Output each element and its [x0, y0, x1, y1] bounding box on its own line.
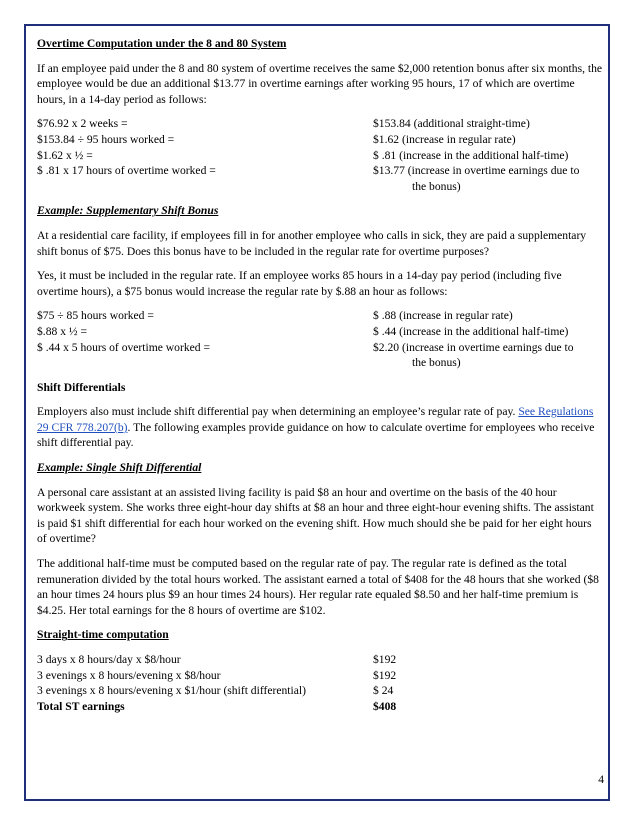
section-heading-straight-time: Straight-time computation [37, 628, 169, 642]
table-row [37, 668, 603, 684]
calc-row [37, 132, 603, 148]
straight-time-table [37, 652, 603, 714]
calc-right: $ .81 (increase in the additional half-time) [373, 148, 569, 162]
section-heading-supplementary-shift-bonus: Example: Supplementary Shift Bonus [37, 204, 219, 218]
calc-right: $153.84 (additional straight-time) [373, 117, 530, 131]
calc-left: $76.92 x 2 weeks = [37, 117, 128, 131]
calc-row [37, 324, 603, 340]
table-row [37, 652, 603, 668]
section-heading-shift-differentials: Shift Differentials [37, 380, 126, 394]
total-label: Total ST earnings [37, 699, 125, 713]
calc-left: $153.84 ÷ 95 hours worked = [37, 132, 175, 146]
row-label: 3 evenings x 8 hours/evening x $1/hour (shift differential) [37, 684, 306, 698]
calc-left: $.88 x ½ = [37, 324, 88, 338]
calc-right: $1.62 (increase in regular rate) [373, 132, 516, 146]
table-row [37, 683, 603, 699]
calculation-shift-bonus [37, 308, 603, 370]
section-heading-8-80: Overtime Computation under the 8 and 80 System [37, 37, 287, 50]
calc-right: $13.77 (increase in overtime earnings due to [373, 164, 580, 178]
paragraph-8-80: If an employee paid under the 8 and 80 system of overtime receives the same $2,000 retention bonus after six months, the employee would be due an additional $13.77 in overtime earnings after working 95 hours, 17 of which are overtime hours, in a 14-day period as follows: [37, 61, 603, 106]
section-heading-single-shift-differential: Example: Single Shift Differential [37, 461, 202, 475]
calc-left: $75 ÷ 85 hours worked = [37, 309, 154, 323]
row-value: $192 [373, 653, 397, 666]
calculation-8-80 [37, 116, 603, 194]
calc-right: $2.20 (increase in overtime earnings due to [373, 340, 574, 354]
paragraph-text: . The following examples provide guidance on how to calculate overtime for employees who receive shift differential pay. [37, 420, 595, 450]
paragraph-shift-differentials [37, 404, 603, 451]
calc-row [37, 163, 603, 179]
document-body [37, 36, 603, 714]
calc-row [37, 148, 603, 164]
paragraph-shift-bonus-question: At a residential care facility, if employees fill in for another employee who calls in sick, they are paid a supplementary shift bonus of $75. Does this bonus have to be included in the regular rate for overtime purposes? [37, 228, 587, 258]
calc-row [37, 340, 603, 356]
calc-continuation: the bonus) [412, 179, 461, 193]
page-number: 4 [598, 773, 604, 786]
calc-right: $ .44 (increase in the additional half-time) [373, 324, 569, 338]
calc-row [37, 308, 603, 324]
regulations-link[interactable]: See Regulations 29 CFR 778.207(b) [37, 405, 594, 434]
calc-continuation: the bonus) [412, 356, 461, 370]
calc-left: $1.62 x ½ = [37, 148, 93, 162]
row-label: 3 days x 8 hours/day x $8/hour [37, 653, 181, 666]
row-value: $ 24 [373, 684, 394, 698]
row-value: $192 [373, 668, 397, 682]
calc-left: $ .44 x 5 hours of overtime worked = [37, 340, 211, 354]
table-total-row [37, 699, 603, 715]
paragraph-single-shift-answer: The additional half-time must be computed based on the regular rate of pay. The regular rate is defined as the total remuneration divided by the total hours worked. The assistant earned a total of $408 for the 48 hours that she worked ($8 an hour times 24 hours plus $9 an hour times 24 hours). Her regular rate equaled $8.50 and her half-time premium is $4.25. Her total earnings for the 8 hours of overtime are $102. [37, 557, 599, 617]
paragraph-text: Employers also must include shift differential pay when determining an employee’s regular rate of pay. [37, 405, 519, 419]
paragraph-single-shift-question: A personal care assistant at an assisted living facility is paid $8 an hour and overtime on the basis of the 40 hour workweek system. She works three eight-hour day shifts at $8 an hour and three eight-hour evening shifts. The assistant is paid $1 shift differential for each hour worked on the evening shift. How much should she be paid for her eight hours of overtime? [37, 485, 594, 546]
calc-right: $ .88 (increase in regular rate) [373, 309, 513, 323]
calc-row [37, 116, 603, 132]
row-label: 3 evenings x 8 hours/evening x $8/hour [37, 668, 221, 682]
paragraph-shift-bonus-answer: Yes, it must be included in the regular rate. If an employee works 85 hours in a 14-day pay period (including five overtime hours), a $75 bonus would increase the regular rate by $.88 an hour as follows: [37, 269, 562, 298]
total-value: $408 [373, 699, 397, 713]
calc-left: $ .81 x 17 hours of overtime worked = [37, 164, 216, 178]
